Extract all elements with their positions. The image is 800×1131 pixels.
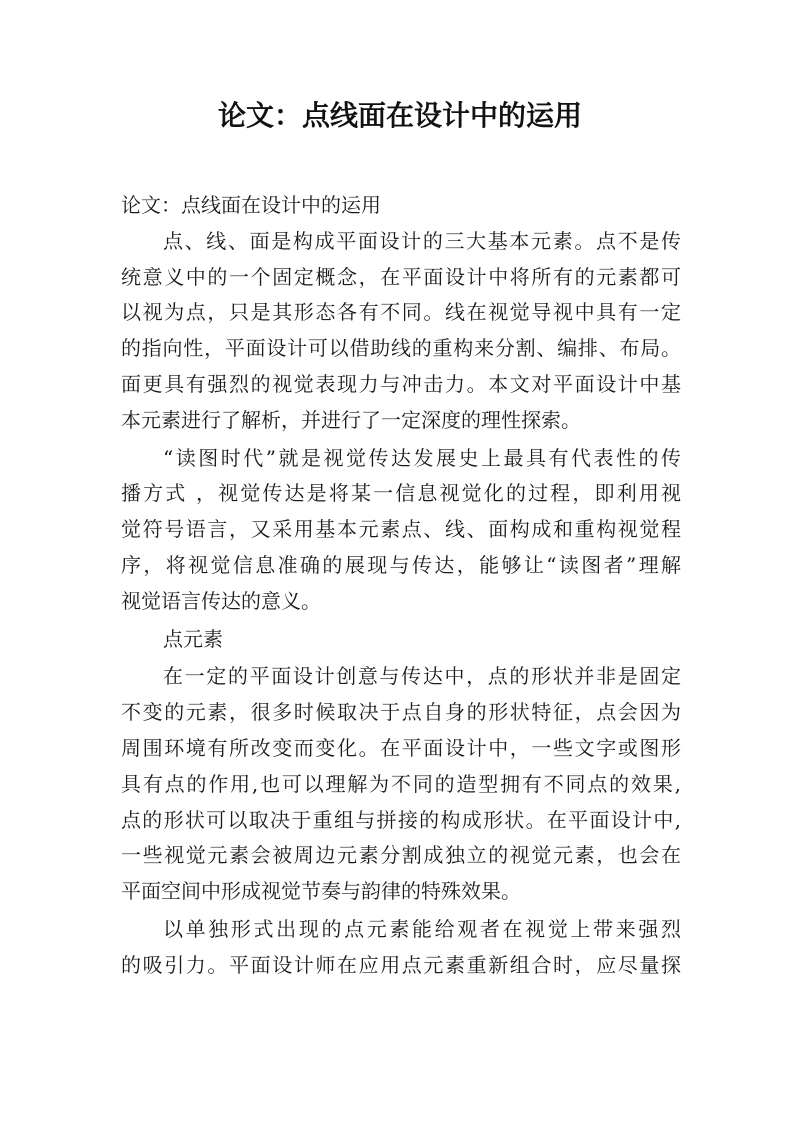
paragraph-line: 播方式 ，视觉传达是将某一信息视觉化的过程，即利用视	[121, 481, 681, 506]
paragraph-line: 平面空间中形成视觉节奏与韵律的特殊效果。	[121, 879, 521, 904]
section-heading: 点元素	[163, 626, 223, 651]
paragraph-line: 本元素进行了解析，并进行了一定深度的理性探索。	[121, 407, 581, 432]
paragraph-line: 统意义中的一个固定概念，在平面设计中将所有的元素都可	[121, 264, 681, 289]
paragraph-line: 以单独形式出现的点元素能给观者在视觉上带来强烈	[163, 916, 681, 941]
paragraph-line: 具有点的作用,也可以理解为不同的造型拥有不同点的效果,	[121, 771, 681, 796]
paragraph-line: 周围环境有所改变而变化。在平面设计中，一些文字或图形	[121, 735, 681, 760]
paragraph-line: 在一定的平面设计创意与传达中，点的形状并非是固定	[163, 664, 681, 689]
paragraph-line: 点的形状可以取决于重组与拼接的构成形状。在平面设计中,	[121, 807, 681, 832]
subtitle-line: 论文：点线面在设计中的运用	[121, 193, 381, 217]
paragraph-line: 一些视觉元素会被周边元素分割成独立的视觉元素，也会在	[121, 843, 681, 868]
paragraph-line: 面更具有强烈的视觉表现力与冲击力。本文对平面设计中基	[121, 371, 681, 396]
paragraph-line: 不变的元素，很多时候取决于点自身的形状特征，点会因为	[121, 700, 681, 725]
paragraph-line: 的指向性，平面设计可以借助线的重构来分割、编排、布局。	[121, 336, 681, 361]
paragraph-line: 的吸引力。平面设计师在应用点元素重新组合时，应尽量探	[121, 952, 681, 977]
paragraph-line: 点、线、面是构成平面设计的三大基本元素。点不是传	[163, 228, 681, 253]
paragraph-line: 序，将视觉信息准确的展现与传达，能够让“读图者”理解	[121, 552, 681, 577]
paragraph-2	[121, 441, 681, 620]
paragraph-line: 视觉语言传达的意义。	[121, 588, 321, 613]
document-body	[121, 188, 681, 984]
paragraph-4	[121, 912, 681, 984]
paragraph-line: 以视为点，只是其形态各有不同。线在视觉导视中具有一定	[121, 300, 681, 325]
paragraph-1	[121, 224, 681, 439]
paragraph-line: “读图时代”就是视觉传达发展史上最具有代表性的传	[163, 445, 681, 470]
paragraph-3	[121, 659, 681, 910]
paragraph-line: 觉符号语言，又采用基本元素点、线、面构成和重构视觉程	[121, 517, 681, 542]
document-title: 论文：点线面在设计中的运用	[217, 99, 582, 132]
